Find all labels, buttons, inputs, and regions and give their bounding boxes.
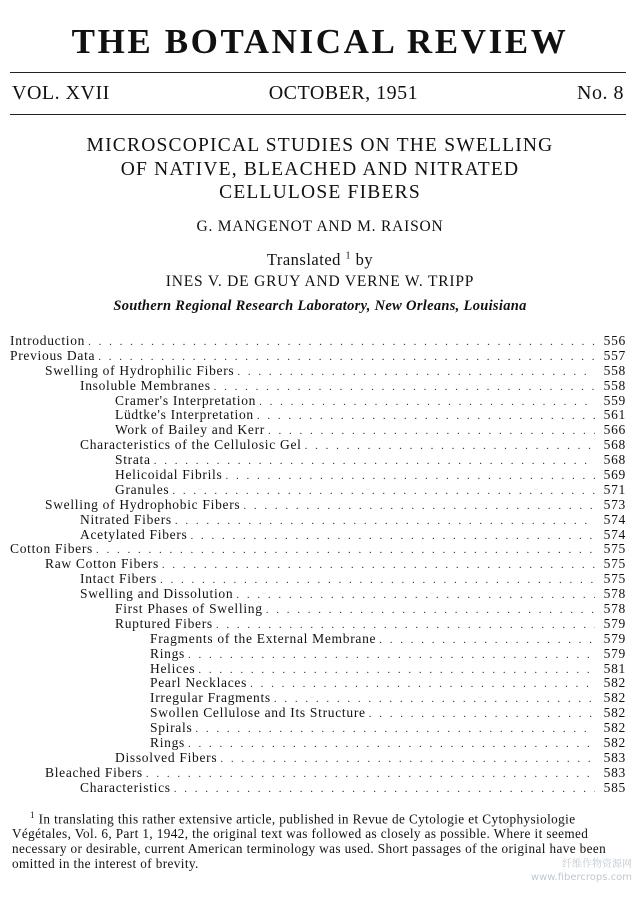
toc-entry-label: Cramer's Interpretation [115, 393, 257, 408]
toc-entry-page: 579 [603, 631, 626, 646]
toc-entry-page: 558 [603, 363, 626, 378]
toc-leader-dots [379, 633, 595, 647]
toc-entry-page: 575 [603, 542, 626, 557]
toc-entry-page: 578 [603, 602, 626, 617]
toc-entry[interactable] [10, 498, 626, 513]
toc-entry-page: 582 [603, 736, 626, 751]
toc-entry[interactable] [10, 453, 626, 468]
toc-entry[interactable] [10, 766, 626, 781]
toc-entry[interactable] [10, 408, 626, 423]
table-of-contents [10, 334, 626, 796]
toc-entry-label: Swelling and Dissolution [80, 587, 234, 602]
toc-entry[interactable] [10, 572, 626, 587]
toc-entry-page: 585 [603, 780, 626, 795]
toc-entry-page: 582 [603, 676, 626, 691]
toc-entry-label: Fragments of the External Membrane [150, 631, 377, 646]
toc-leader-dots [198, 663, 595, 677]
toc-entry[interactable] [10, 691, 626, 706]
affiliation: Southern Regional Research Laboratory, New Orleans, Louisiana [113, 298, 527, 314]
toc-entry-label: Work of Bailey and Kerr [115, 423, 265, 438]
toc-entry-label: Acetylated Fibers [80, 527, 188, 542]
toc-entry-label: Characteristics of the Cellulosic Gel [80, 438, 302, 453]
toc-entry-label: Pearl Necklaces [150, 676, 248, 691]
toc-entry[interactable] [10, 528, 626, 543]
issue-number: No. 8 [577, 81, 624, 104]
toc-entry[interactable] [10, 364, 626, 379]
toc-entry-page: 566 [603, 423, 626, 438]
toc-leader-dots [162, 558, 595, 572]
toc-entry[interactable] [10, 617, 626, 632]
footnote-text: In translating this rather extensive article, published in Revue de Cytologie et Cytophysiologie Végétales, Vol. 6, Part 1, 1942, the original text was followed as closely as possible. Where it seemed necessary or desirable, current American terminology was used. Short passages of the original have been omitted in the interest of brevity. [12, 811, 607, 872]
toc-entry[interactable] [10, 394, 626, 409]
issue-line [12, 81, 624, 105]
toc-entry-label: Introduction [10, 334, 86, 348]
toc-entry-label: Helicoidal Fibrils [115, 468, 223, 483]
toc-entry[interactable] [10, 662, 626, 677]
toc-leader-dots [220, 752, 595, 766]
translated-by-word: by [355, 250, 374, 269]
header-rule-top [10, 72, 626, 73]
toc-entry[interactable] [10, 542, 626, 557]
watermark-url: www.fibercrops.com [530, 872, 632, 883]
toc-entry[interactable] [10, 349, 626, 364]
toc-entry-page: 561 [603, 408, 626, 423]
toc-entry-page: 574 [603, 527, 626, 542]
toc-entry[interactable] [10, 423, 626, 438]
toc-leader-dots [172, 484, 595, 498]
article-authors: G. MANGENOT AND M. RAISON [196, 218, 444, 235]
toc-entry[interactable] [10, 379, 626, 394]
toc-entry-label: Characteristics [80, 780, 171, 795]
toc-entry-page: 574 [603, 512, 626, 527]
toc-leader-dots [195, 722, 595, 736]
toc-entry-page: 583 [603, 765, 626, 780]
toc-entry-label: Swollen Cellulose and Its Structure [150, 706, 366, 721]
watermark-line: 纤维作物资源网 [562, 859, 632, 870]
toc-leader-dots [154, 454, 595, 468]
toc-entry-label: Irregular Fragments [150, 691, 271, 706]
toc-entry-page: 583 [603, 750, 626, 765]
issue-date: OCTOBER, 1951 [268, 81, 419, 104]
toc-entry[interactable] [10, 438, 626, 453]
toc-entry-page: 569 [603, 468, 626, 483]
toc-entry-label: Granules [115, 482, 170, 497]
toc-leader-dots [250, 677, 595, 691]
toc-entry[interactable] [10, 736, 626, 751]
toc-entry[interactable] [10, 468, 626, 483]
toc-entry-label: Swelling of Hydrophobic Fibers [45, 497, 241, 512]
toc-entry-label: Ruptured Fibers [115, 616, 213, 631]
toc-leader-dots [96, 543, 595, 557]
toc-entry[interactable] [10, 751, 626, 766]
toc-entry-page: 559 [603, 393, 626, 408]
toc-leader-dots [268, 424, 595, 438]
toc-entry-label: Spirals [150, 721, 193, 736]
translators: INES V. DE GRUY AND VERNE W. TRIPP [165, 273, 475, 290]
toc-entry-page: 575 [603, 572, 626, 587]
toc-entry[interactable] [10, 676, 626, 691]
toc-entry-page: 575 [603, 557, 626, 572]
toc-leader-dots [259, 395, 595, 409]
toc-entry-page: 582 [603, 691, 626, 706]
article-title-line: OF NATIVE, BLEACHED AND NITRATED [120, 158, 520, 180]
toc-entry-page: 579 [603, 646, 626, 661]
toc-leader-dots [243, 499, 595, 513]
toc-entry-label: Cotton Fibers [10, 542, 93, 557]
toc-leader-dots [88, 335, 595, 349]
toc-entry[interactable] [10, 334, 626, 349]
toc-entry-page: 556 [603, 334, 626, 348]
translated-label: Translated [266, 250, 341, 269]
toc-entry-label: Insoluble Membranes [80, 378, 211, 393]
toc-entry[interactable] [10, 632, 626, 647]
journal-title: THE BOTANICAL REVIEW [71, 22, 569, 61]
toc-leader-dots [257, 409, 595, 423]
toc-entry-label: Nitrated Fibers [80, 512, 172, 527]
toc-leader-dots [216, 618, 595, 632]
toc-entry[interactable] [10, 602, 626, 617]
toc-entry[interactable] [10, 781, 626, 796]
toc-entry-label: Swelling of Hydrophilic Fibers [45, 363, 235, 378]
toc-entry-page: 578 [603, 587, 626, 602]
toc-entry-page: 558 [603, 378, 626, 393]
toc-entry-label: Bleached Fibers [45, 765, 143, 780]
volume-label: VOL. XVII [12, 81, 110, 104]
article-title [0, 134, 640, 205]
article-title-line: CELLULOSE FIBERS [219, 182, 421, 203]
toc-entry[interactable] [10, 587, 626, 602]
toc-entry-page: 568 [603, 438, 626, 453]
toc-entry[interactable] [10, 483, 626, 498]
toc-entry-label: Lüdtke's Interpretation [115, 408, 254, 423]
toc-entry-page: 581 [603, 661, 626, 676]
toc-entry-page: 582 [603, 721, 626, 736]
toc-leader-dots [188, 648, 595, 662]
toc-leader-dots [237, 365, 595, 379]
toc-leader-dots [266, 603, 595, 617]
toc-leader-dots [305, 439, 595, 453]
translated-by [0, 250, 640, 270]
toc-entry-page: 557 [603, 348, 626, 363]
toc-entry-page: 568 [603, 453, 626, 468]
toc-entry[interactable] [10, 706, 626, 721]
toc-entry-label: Rings [150, 646, 186, 661]
toc-entry-label: First Phases of Swelling [115, 602, 263, 617]
toc-leader-dots [174, 782, 595, 796]
header-rule-bottom [10, 114, 626, 115]
footnote-marker: 1 [30, 810, 35, 820]
toc-leader-dots [188, 737, 595, 751]
toc-leader-dots [175, 514, 595, 528]
toc-leader-dots [369, 707, 595, 721]
toc-entry[interactable] [10, 513, 626, 528]
toc-entry-label: Dissolved Fibers [115, 750, 218, 765]
toc-entry[interactable] [10, 721, 626, 736]
toc-entry-page: 573 [603, 497, 626, 512]
toc-entry-label: Strata [115, 453, 151, 468]
toc-entry-label: Raw Cotton Fibers [45, 557, 159, 572]
toc-entry-label: Helices [150, 661, 196, 676]
toc-entry-page: 579 [603, 616, 626, 631]
article-title-line: MICROSCOPICAL STUDIES ON THE SWELLING [86, 135, 554, 156]
toc-leader-dots [160, 573, 595, 587]
toc-entry-page: 582 [603, 706, 626, 721]
toc-entry[interactable] [10, 557, 626, 572]
watermark [531, 858, 632, 884]
toc-leader-dots [214, 380, 595, 394]
toc-entry-page: 571 [603, 482, 626, 497]
toc-leader-dots [274, 692, 595, 706]
toc-entry-label: Intact Fibers [80, 572, 157, 587]
toc-leader-dots [236, 588, 595, 602]
toc-entry-label: Rings [150, 736, 186, 751]
toc-entry-label: Previous Data [10, 348, 96, 363]
footnote-ref[interactable]: 1 [345, 250, 352, 262]
toc-entry[interactable] [10, 647, 626, 662]
toc-leader-dots [146, 767, 595, 781]
toc-leader-dots [225, 469, 595, 483]
toc-leader-dots [191, 529, 596, 543]
toc-leader-dots [98, 350, 595, 364]
